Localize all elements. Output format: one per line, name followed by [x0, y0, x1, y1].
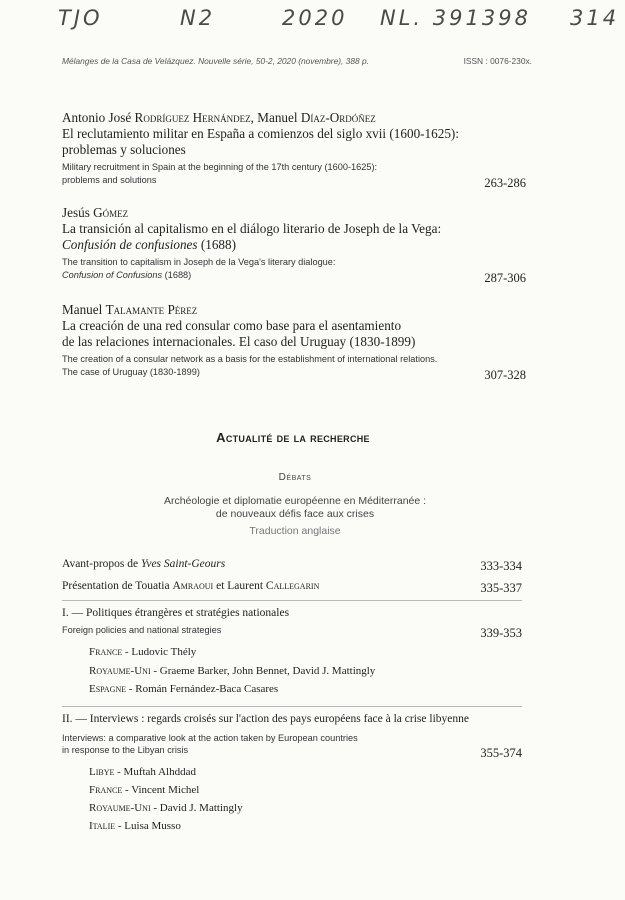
journal-citation: Mélanges de la Casa de Velázquez. Nouvelle série, 50-2, 2020 (novembre), 388 p. — [62, 56, 369, 66]
part-two-item: Royaume-Uni - David J. Mattingly — [89, 802, 243, 814]
avant-propos-pages: 333-334 — [480, 559, 522, 573]
article-title: La transición al capitalismo en el diálogo literario de Joseph de la Vega: Confusión de confusiones (1688) — [62, 221, 442, 252]
part-two-item: Italie - Luisa Musso — [89, 820, 181, 832]
presentation-row: Présentation de Touatia Amraoui et Laurent Callegarin 335-337 — [62, 580, 522, 595]
article-author: Antonio José Rodríguez Hernández, Manuel Díaz-Ordóñez — [62, 110, 376, 125]
article-entry — [62, 110, 526, 190]
article-english-title: Military recruitment in Spain at the beginning of the 17th century (1600-1625): problems and solutions — [62, 162, 378, 185]
hand-year: 2020 — [282, 6, 348, 30]
divider — [62, 706, 522, 707]
handwritten-annotation — [40, 6, 620, 36]
part-one-item: France - Ludovic Thély — [89, 646, 197, 658]
part-two-item: Libye - Muftah Alhddad — [89, 766, 196, 778]
hand-code: TJO — [58, 6, 103, 30]
article-pages: 263-286 — [484, 176, 526, 190]
article-pages: 307-328 — [484, 368, 526, 382]
article-author: Jesús Gómez — [62, 205, 129, 220]
article-author: Manuel Talamante Pérez — [62, 302, 198, 317]
part-one-title: I. — Politiques étrangères et stratégies nationales — [62, 607, 290, 619]
article-english-title: The transition to capitalism in Joseph de la Vega's literary dialogue: Confusion of Confusions (1688) — [62, 257, 336, 280]
article-title: El reclutamiento militar en España a comienzos del siglo xvii (1600-1625): problemas y soluciones — [62, 126, 459, 157]
hand-ref: NL. 391398 — [380, 6, 531, 30]
article-pages: 287-306 — [484, 271, 526, 285]
issn: ISSN : 0076-230x. — [463, 56, 532, 66]
presentation-pages: 335-337 — [480, 581, 522, 595]
avant-propos-row: Avant-propos de Yves Saint-Geours 333-334 — [62, 558, 522, 573]
article-title: La creación de una red consular como base para el asentamiento de las relaciones internacionales. El caso del Uruguay (1830-1899) — [62, 318, 416, 349]
translation-note: Traduction anglaise — [249, 525, 341, 537]
part-two-english: Interviews: a comparative look at the action taken by European countries in response to the Libyan crisis — [62, 733, 358, 755]
part-one-english: Foreign policies and national strategies — [62, 625, 222, 635]
part-two-title: II. — Interviews : regards croisés sur l'action des pays européens face à la crise libyenne — [62, 713, 469, 725]
part-one-pages: 339-353 — [480, 626, 522, 640]
hand-page-mark: 314 — [570, 6, 620, 30]
part-two-pages: 355-374 — [480, 746, 522, 760]
journal-header — [62, 56, 532, 66]
debats-label: Débats — [278, 472, 312, 483]
part-one-item: Royaume-Uni - Graeme Barker, John Bennet, David J. Mattingly — [89, 665, 376, 677]
debate-title: Archéologie et diplomatie européenne en Méditerranée : de nouveaux défis face aux crises — [163, 495, 427, 520]
hand-number: N2 — [180, 6, 216, 30]
article-entry — [62, 205, 526, 285]
article-entry — [62, 302, 526, 382]
part-one-item: Espagne - Román Fernández-Baca Casares — [89, 683, 279, 695]
divider — [62, 600, 522, 601]
article-english-title: The creation of a consular network as a basis for the establishment of international relations. The case of Uruguay (1830-1899) — [62, 354, 438, 377]
part-two-item: France - Vincent Michel — [89, 784, 200, 796]
section-title: Actualité de la recherche — [216, 430, 370, 445]
